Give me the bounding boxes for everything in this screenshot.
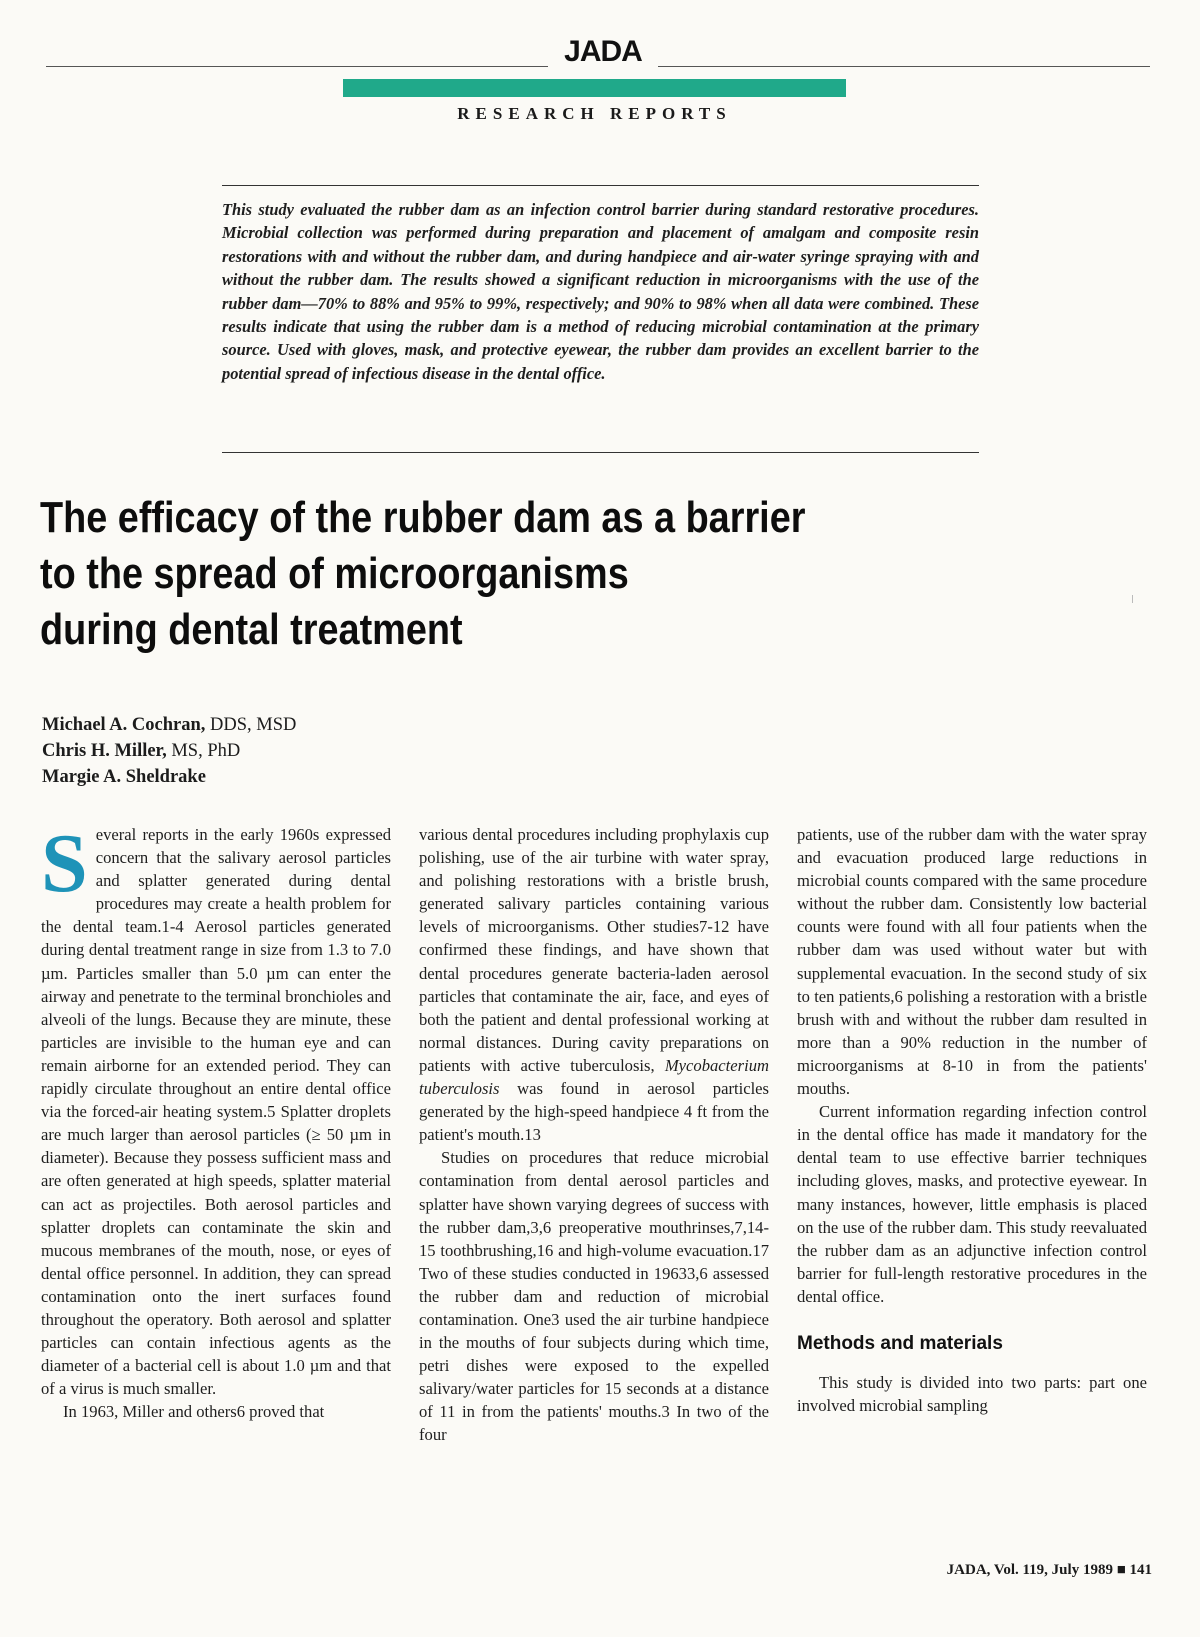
title-line: to the spread of microorganisms (40, 549, 629, 598)
body-column-2 (419, 823, 769, 1447)
author-name: Margie A. Sheldrake (42, 767, 206, 787)
title-line: during dental treatment (40, 605, 463, 654)
body-paragraph: Studies on procedures that reduce microbial contamination from dental aerosol particles and splatter have shown varying degrees of success with the rubber dam,3,6 preoperative mouthrinses,7,14-15 toothbrushing,16 and high-volume evacuation.17 Two of these studies conducted in 19633,6 assessed the rubber dam and reduction of microbial contamination. One3 used the air turbine handpiece in the mouths of four subjects during which time, petri dishes were exposed to the expelled salivary/water particles for 15 seconds at a distance of 11 in from the patients' mouths.3 In two of the four (419, 1148, 769, 1445)
author (42, 712, 296, 738)
abstract-rule-top (222, 185, 979, 186)
paragraph-text: everal reports in the early 1960s expressed concern that the salivary aerosol particles and splatter generated during dental procedures may create a health problem for the dental team.1-4 Aerosol particles generated during dental treatment range in size from 1.3 to 7.0 µm. Particles smaller than 5.0 µm can enter the airway and penetrate to the terminal bronchioles and alveoli of the lungs. Because they are minute, these particles are invisible to the human eye and can remain airborne for an extended period. They can rapidly circulate throughout an entire dental office via the forced-air heating system.5 Splatter droplets are much larger than aerosol particles (≥ 50 µm in diameter). Because they possess sufficient mass and are often generated at high speeds, splatter material can act as projectiles. Both aerosol particles and splatter droplets can contaminate the skin and mucous membranes of the mouth, nose, or eyes of dental office personnel. In addition, they can spread contamination onto the inert surfaces found throughout the operatory. Both aerosol and splatter particles can contain infectious agents as the diameter of a bacterial cell is about 1.0 µm and that of a virus is much smaller. (41, 825, 391, 1399)
author-list (42, 712, 296, 790)
margin-mark (1132, 595, 1133, 603)
section-label: RESEARCH REPORTS (457, 104, 732, 123)
species-name: Mycobacterium tuberculosis (419, 1055, 769, 1099)
body-paragraph: This study is divided into two parts: part one involved microbial sampling (797, 1373, 1147, 1416)
title-line: The efficacy of the rubber dam as a barrier (40, 493, 806, 542)
body-paragraph: Current information regarding infection control in the dental office has made it mandatory for the dental team to use effective barrier techniques including gloves, masks, and protective eyewear. In many instances, however, little emphasis is placed on the use of the rubber dam. This study reevaluated the rubber dam as an adjunctive infection control barrier for full-length restorative procedures in the dental office. (797, 1102, 1147, 1306)
body-column-1 (41, 817, 391, 1423)
body-column-3 (797, 823, 1147, 1417)
author (42, 764, 296, 790)
body-paragraph: patients, use of the rubber dam with the water spray and evacuation produced large reductions in microbial counts compared with the same procedure without the rubber dam. Consistently low bacterial counts were found with all four patients when the rubber dam was used without water but with supplemental evacuation. In the second study of six to ten patients,6 polishing a restoration with a bristle brush with and without the rubber dam resulted in more than a 90% reduction in the number of microorganisms at 8-10 in from the patients' mouths. (797, 825, 1147, 1099)
body-paragraph (419, 823, 769, 1146)
author-degrees: MS, PhD (166, 741, 241, 761)
paragraph-text: various dental procedures including prophylaxis cup polishing, use of the air turbine with water spray, and polishing restorations with a bristle brush, generated salivary particles containing various levels of microorganisms. Other studies7-12 have confirmed these findings, and have shown that dental procedures generate bacteria-laden aerosol particles that contaminate the air, face, and eyes of both the patient and dental professional working at normal distances. During cavity preparations on patients with active tuberculosis, (419, 825, 769, 1075)
drop-cap: S (41, 817, 88, 910)
author-name: Chris H. Miller, (42, 741, 167, 761)
article-title (40, 490, 900, 658)
journal-logo: JADA (548, 36, 658, 68)
section-accent-bar (343, 79, 846, 97)
author (42, 738, 296, 764)
author-name: Michael A. Cochran, (42, 715, 206, 735)
section-heading: Methods and materials (797, 1332, 1003, 1354)
body-paragraph: In 1963, Miller and others6 proved that (63, 1402, 325, 1422)
abstract-rule-bottom (222, 452, 979, 453)
paragraph-text: was found in aerosol particles generated by the high-speed handpiece 4 ft from the patient's mouth.13 (419, 1079, 769, 1145)
body-paragraph (41, 817, 391, 1400)
abstract: This study evaluated the rubber dam as an infection control barrier during standard restorative procedures. Microbial collection was performed during preparation and placement of amalgam and composite resin restorations with and without the rubber dam, and during handpiece and air-water syringe spraying with and without the rubber dam. The results showed a significant reduction in microorganisms with the use of the rubber dam—70% to 88% and 95% to 99%, respectively; and 90% to 98% when all data were combined. These results indicate that using the rubber dam is a method of reducing microbial contamination at the primary source. Used with gloves, mask, and protective eyewear, the rubber dam provides an excellent barrier to the potential spread of infectious disease in the dental office. (222, 200, 979, 383)
page-footer: JADA, Vol. 119, July 1989 ■ 141 (946, 1562, 1152, 1578)
author-degrees: DDS, MSD (205, 715, 297, 735)
